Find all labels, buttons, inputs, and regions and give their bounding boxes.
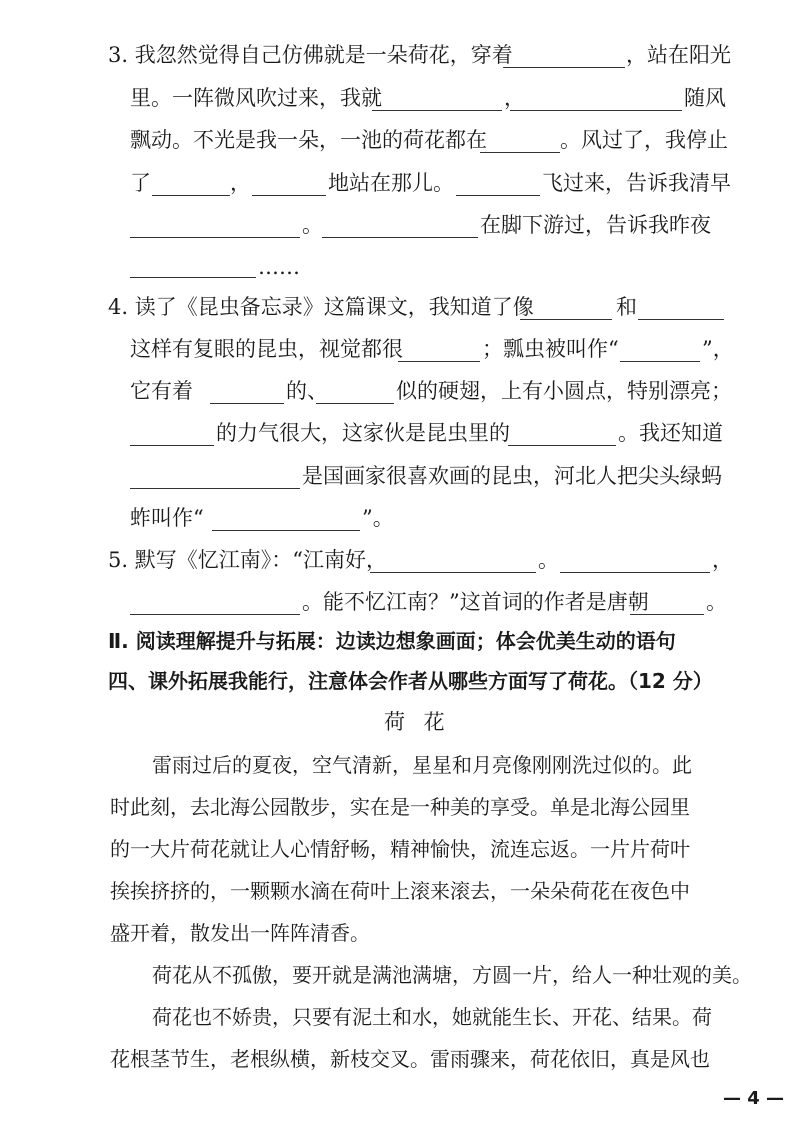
answer-blank[interactable] — [316, 403, 394, 404]
q4-text: ”。 — [362, 506, 394, 530]
answer-blank[interactable] — [456, 195, 540, 196]
answer-blank[interactable] — [508, 445, 616, 446]
q4-text: 的、 — [286, 379, 328, 403]
answer-blank[interactable] — [560, 572, 710, 573]
article-text: 盛开着，散发出一阵阵清香。 — [110, 921, 370, 945]
q4-text: ”， — [702, 337, 734, 361]
q3-text: 。风过了，我停止 — [560, 128, 728, 152]
answer-blank[interactable] — [620, 361, 700, 362]
answer-blank[interactable] — [480, 152, 560, 153]
answer-blank[interactable] — [152, 195, 230, 196]
q4-text: 的力气很大，这家伙是昆虫里的 — [216, 421, 510, 445]
q4-text: 。我还知道 — [618, 421, 723, 445]
answer-blank[interactable] — [372, 110, 502, 111]
q3-text: ，站在阳光 — [626, 43, 731, 67]
q4-text: ；瓢虫被叫作“ — [482, 337, 619, 361]
q5-text: 。 — [538, 548, 559, 572]
answer-blank[interactable] — [630, 614, 704, 615]
q3-text: ， — [504, 86, 525, 110]
q3-text: 随风 — [684, 86, 726, 110]
q3-text: 飘动。不光是我一朵，一池的荷花都在 — [130, 128, 487, 152]
q3-text: 飞过来，告诉我清早 — [542, 171, 731, 195]
answer-blank[interactable] — [130, 445, 214, 446]
q3-text: 了 — [130, 171, 151, 195]
article-text: 荷花从不孤傲，要开就是满池满塘，方圆一片，给人一种壮观的美。 — [152, 963, 752, 987]
answer-blank[interactable] — [130, 488, 300, 489]
answer-blank[interactable] — [398, 361, 480, 362]
answer-blank[interactable] — [130, 614, 300, 615]
answer-blank[interactable] — [370, 572, 536, 573]
q5-text: 。能不忆江南？”这首词的作者是唐朝 — [302, 590, 649, 614]
article-text: 花根茎节生，老根纵横，新枝交叉。雷雨骤来，荷花依旧，真是风也 — [110, 1047, 710, 1071]
article-text: 挨挨挤挤的，一颗颗水滴在荷叶上滚来滚去，一朵朵荷花在夜色中 — [110, 879, 690, 903]
q3-text: 里。一阵微风吹过来，我就 — [130, 86, 382, 110]
answer-blank[interactable] — [130, 277, 256, 278]
answer-blank[interactable] — [520, 319, 612, 320]
q3-text: …… — [258, 255, 300, 279]
q3-text: 在脚下游过，告诉我昨夜 — [480, 213, 711, 237]
part-heading: 四、课外拓展我能行，注意体会作者从哪些方面写了荷花。（12 分） — [108, 669, 713, 693]
q4-text: 似的硬翅，上有小圆点，特别漂亮； — [396, 379, 732, 403]
q4-text: 4. 读了《昆虫备忘录》这篇课文，我知道了像 — [108, 295, 534, 319]
answer-blank[interactable] — [638, 319, 724, 320]
q3-text: 地站在那儿。 — [328, 171, 454, 195]
answer-blank[interactable] — [503, 67, 625, 68]
article-text: 雷雨过后的夏夜，空气清新，星星和月亮像刚刚洗过似的。此 — [152, 753, 692, 777]
answer-blank[interactable] — [510, 110, 682, 111]
q4-text: 是国画家很喜欢画的昆虫，河北人把尖头绿蚂 — [302, 464, 722, 488]
q4-text: 蚱叫作“ — [130, 506, 204, 530]
article-title: 荷 花 — [384, 710, 451, 734]
q4-text: 和 — [616, 295, 637, 319]
q5-text: 5. 默写《忆江南》：“江南好， — [108, 548, 387, 572]
answer-blank[interactable] — [210, 403, 284, 404]
q4-text: 它有着 — [130, 379, 193, 403]
article-text: 荷花也不娇贵，只要有泥土和水，她就能生长、开花、结果。荷 — [152, 1005, 712, 1029]
q3-text: 3. 我忽然觉得自己仿佛就是一朵荷花，穿着 — [108, 43, 513, 67]
q4-text: 这样有复眼的昆虫，视觉都很 — [130, 337, 403, 361]
q3-text: ， — [230, 171, 251, 195]
section-heading: Ⅱ. 阅读理解提升与拓展：边读边想象画面；体会优美生动的语句 — [108, 629, 676, 653]
answer-blank[interactable] — [212, 530, 360, 531]
article-text: 的一大片荷花就让人心情舒畅，精神愉快，流连忘返。一片片荷叶 — [110, 837, 690, 861]
page-number: — 4 — — [722, 1088, 784, 1109]
article-text: 时此刻，去北海公园散步，实在是一种美的享受。单是北海公园里 — [110, 795, 690, 819]
q5-text: ， — [712, 548, 733, 572]
q5-text: 。 — [706, 590, 727, 614]
answer-blank[interactable] — [252, 195, 326, 196]
q3-text: 。 — [302, 213, 323, 237]
answer-blank[interactable] — [130, 237, 300, 238]
answer-blank[interactable] — [322, 237, 478, 238]
